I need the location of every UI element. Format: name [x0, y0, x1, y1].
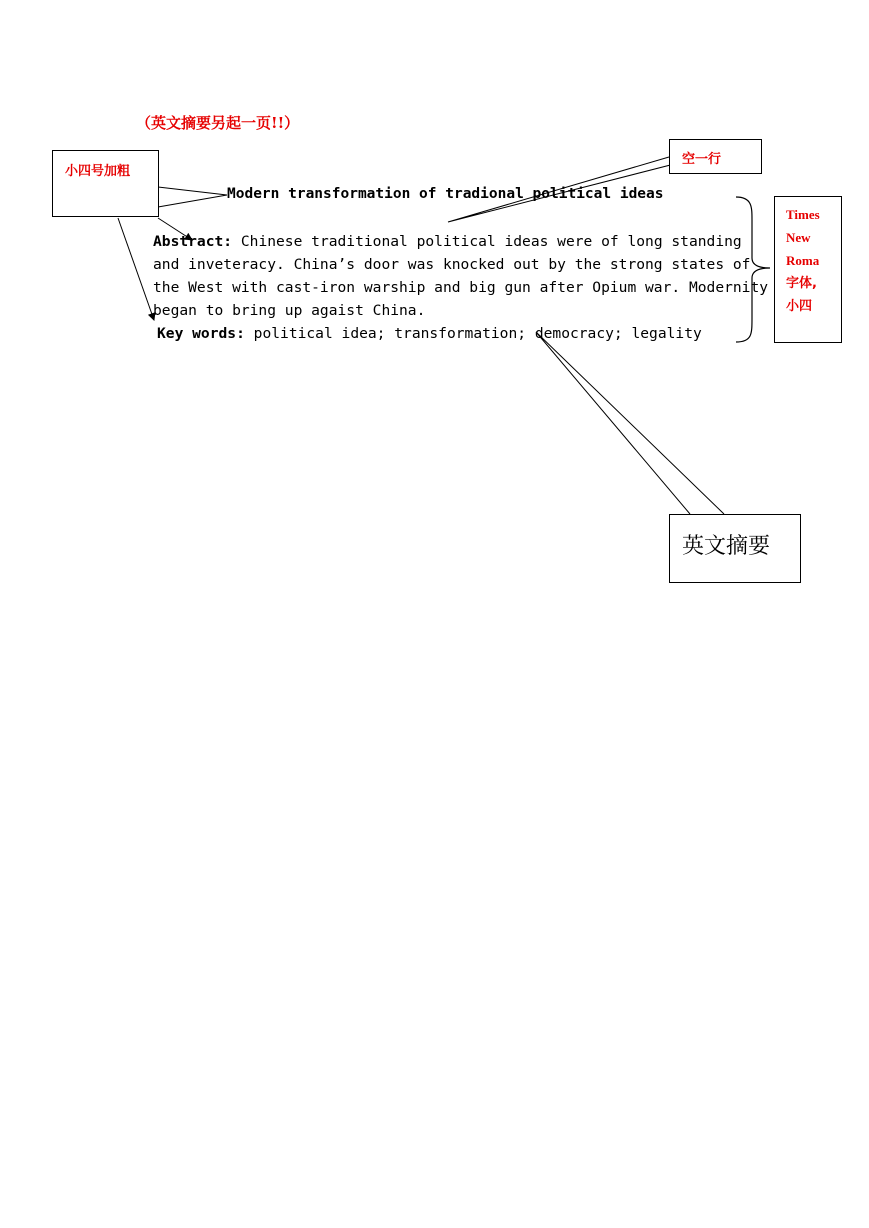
font-spec-callout — [774, 196, 842, 343]
keywords-line — [157, 322, 741, 345]
arrow-to-keywords — [118, 218, 154, 320]
font-line: 小四 — [786, 299, 813, 314]
abstract-line: began to bring up agaist China. — [153, 302, 426, 319]
bold-size-callout — [52, 150, 159, 217]
bold-callout-tail — [158, 187, 227, 207]
english-abstract-callout — [669, 514, 801, 583]
font-line: 字体, — [786, 276, 817, 291]
abstract-line: the West with cast-iron warship and big gun after Opium war. Modernity — [153, 279, 769, 296]
font-line: Roma — [786, 253, 820, 268]
keywords-text: political idea; transformation; democracy; legality — [253, 325, 702, 342]
paper-title: Modern transformation of tradional political ideas — [227, 186, 664, 202]
abstract-line: and inveteracy. China’s door was knocked out by the strong states of — [153, 256, 751, 273]
abstract-line — [153, 230, 742, 253]
keywords-label: Key words: — [157, 325, 245, 342]
abstract-callout-tail — [536, 332, 724, 514]
abstract-text: Chinese traditional political ideas were of long standing — [240, 233, 742, 250]
font-line: New — [786, 230, 811, 245]
blank-line-label: 空一行 — [682, 152, 722, 167]
english-abstract-label: 英文摘要 — [682, 534, 771, 559]
bold-size-label: 小四号加粗 — [65, 164, 131, 179]
font-line: Times — [786, 207, 820, 222]
abstract-label: Abstract: — [153, 233, 233, 250]
separate-page-notice: （英文摘要另起一页!!） — [136, 114, 300, 132]
blank-line-callout — [669, 139, 762, 174]
